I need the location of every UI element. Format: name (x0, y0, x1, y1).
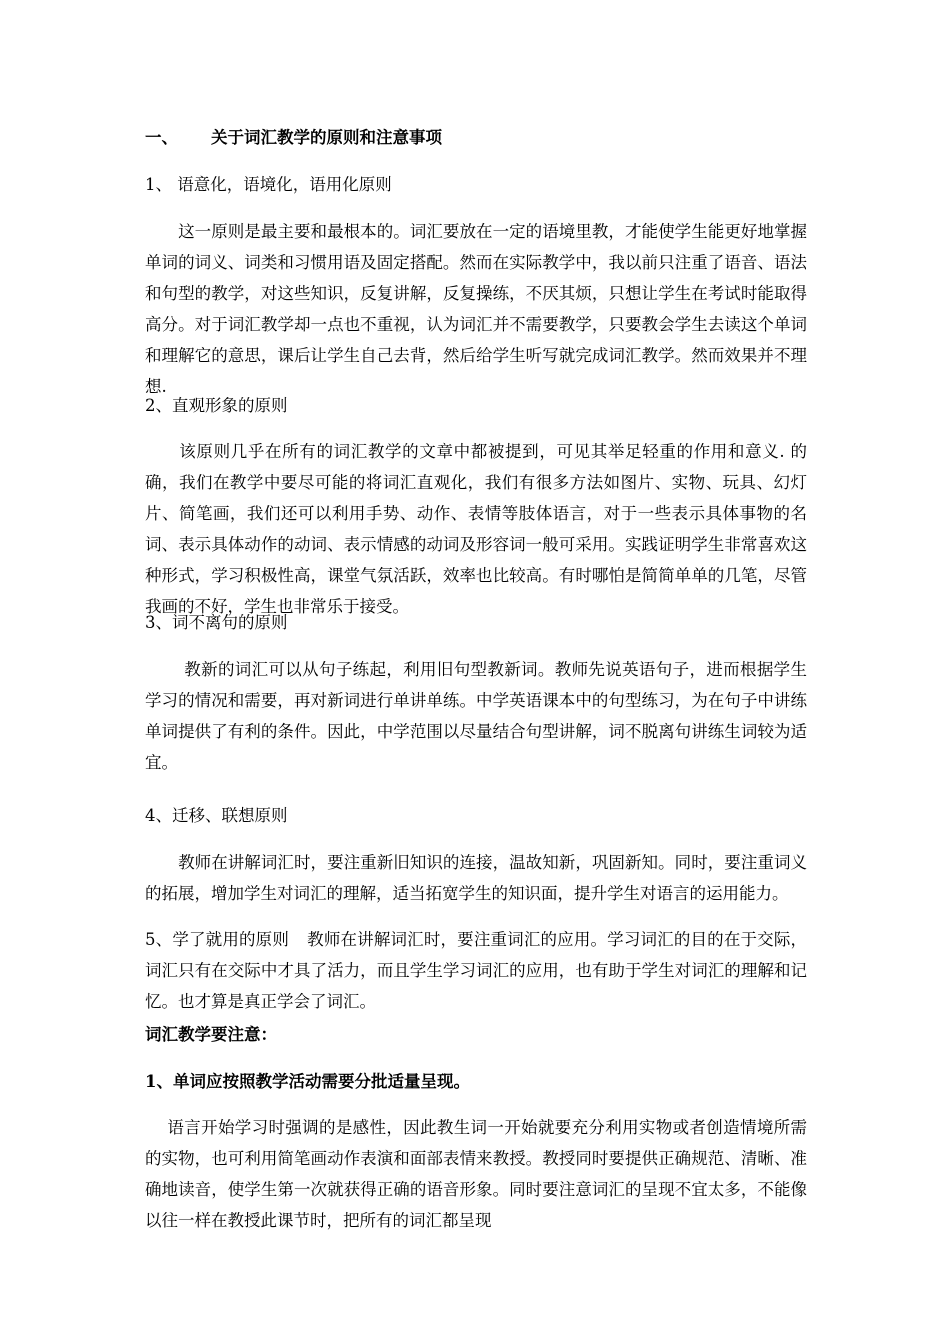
principle-2-heading: 2、直观形象的原则 (145, 396, 288, 415)
principle-1-body: 这一原则是最主要和最根本的。词汇要放在一定的语境里教，才能使学生能更好地掌握单词的词义、词类和习惯用语及固定搭配。然而在实际教学中，我以前只注重了语音、语法和句型的教学，对这些知识，反复讲解，反复操练，不厌其烦，只想让学生在考试时能取得高分。对于词汇教学却一点也不重视，认为词汇并不需要教学，只要教会学生去读这个单词和理解它的意思，课后让学生自己去背，然后给学生听写就完成词汇教学。然而效果并不理想. (145, 222, 807, 396)
note-1-heading: 1、单词应按照教学活动需要分批适量呈现。 (145, 1072, 470, 1091)
principle-3-body: 教新的词汇可以从句子练起，利用旧句型教新词。教师先说英语句子，进而根据学生学习的情况和需要，再对新词进行单讲单练。中学英语课本中的句型练习，为在句子中讲练单词提供了有利的条件。因此，中学范围以尽量结合句型讲解，词不脱离句讲练生词较为适宜。 (145, 660, 807, 772)
principle-3-heading: 3、词不离句的原则 (145, 613, 288, 632)
section-title-text: 关于词汇教学的原则和注意事项 (211, 128, 442, 147)
principle-5-paragraph (145, 924, 807, 1017)
notes-title: 词汇教学要注意： (145, 1025, 277, 1044)
principle-4-heading: 4、迁移、联想原则 (145, 806, 288, 825)
section-number: 一、 (145, 128, 178, 147)
note-1-body: 语言开始学习时强调的是感性，因此教生词一开始就要充分利用实物或者创造情境所需的实物，也可利用简笔画动作表演和面部表情来教授。教授同时要提供正确规范、清晰、准确地读音，使学生第一次就获得正确的语音形象。同时要注意词汇的呈现不宜太多，不能像以往一样在教授此课节时，把所有的词汇都呈现 (145, 1118, 807, 1230)
principle-5-heading: 5、学了就用的原则 (145, 930, 289, 949)
principle-4-body: 教师在讲解词汇时，要注重新旧知识的连接，温故知新，巩固新知。同时，要注重词义的拓展，增加学生对词汇的理解，适当拓宽学生的知识面，提升学生对语言的运用能力。 (145, 853, 807, 903)
section-title (145, 122, 807, 153)
principle-2-body: 该原则几乎在所有的词汇教学的文章中都被提到，可见其举足轻重的作用和意义. 的确，我们在教学中要尽可能的将词汇直观化，我们有很多方法如图片、实物、玩具、幻灯片、简笔画，我们还可以利用手势、动作、表情等肢体语言，对于一些表示具体事物的名词、表示具体动作的动词、表示情感的动词及形容词一般可采用。实践证明学生非常喜欢这种形式，学习积极性高，课堂气氛活跃，效率也比较高。有时哪怕是简简单单的几笔，尽管我画的不好，学生也非常乐于接受。 (145, 442, 807, 616)
principle-5-body: 教师在讲解词汇时，要注重词汇的应用。学习词汇的目的在于交际，词汇只有在交际中才具了活力，而且学生学习词汇的应用，也有助于学生对词汇的理解和记忆。也才算是真正学会了词汇。 (145, 930, 808, 1011)
principle-1-heading: 1、 语意化，语境化，语用化原则 (145, 175, 392, 194)
